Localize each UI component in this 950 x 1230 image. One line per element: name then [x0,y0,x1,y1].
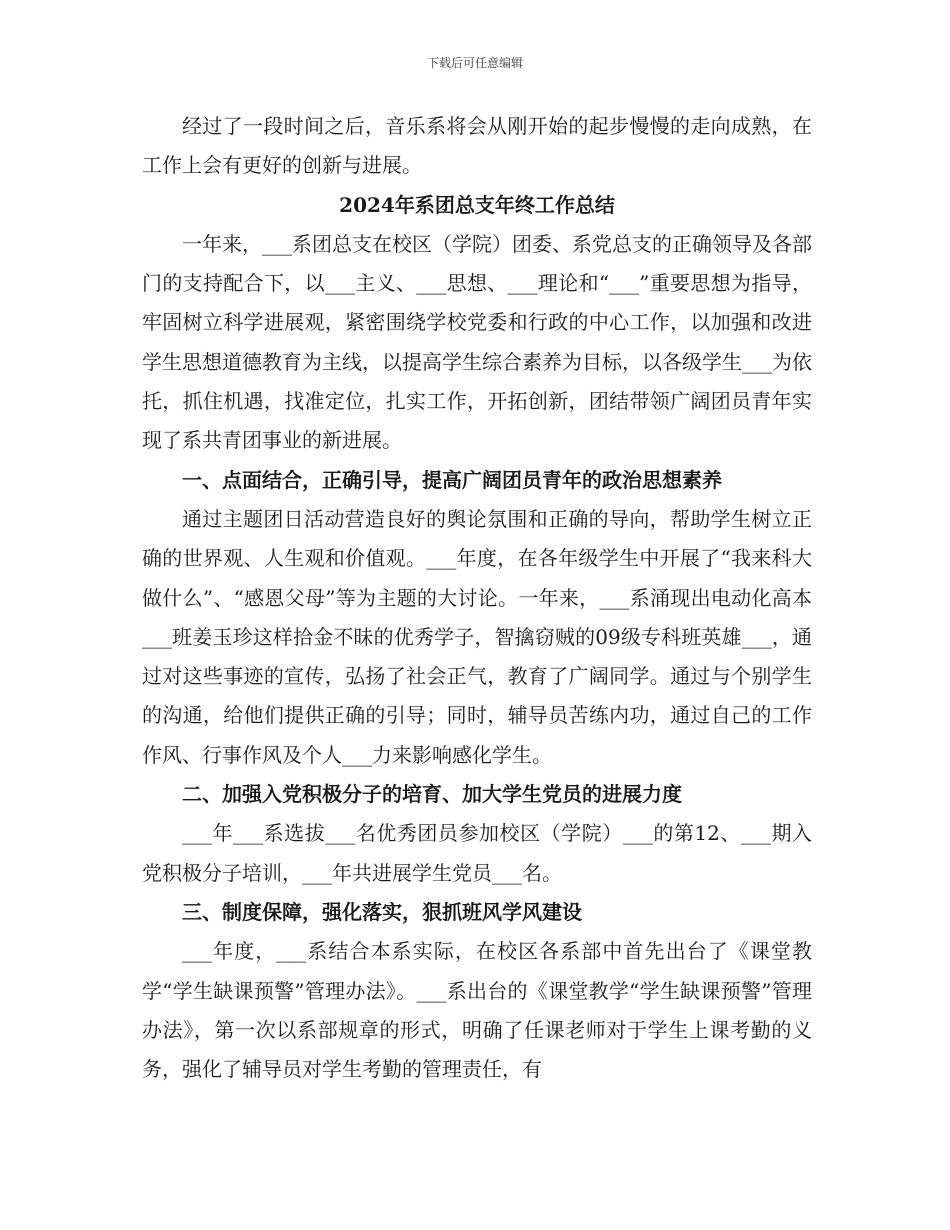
paragraph-section-2: ___年___系选拔___名优秀团员参加校区（学院）___的第12、___期入党积极分子培训，___年共进展学生党员___名。 [142,821,812,885]
section-heading-2: 二、加强入党积极分子的培育、加大学生党员的进展力度 [182,782,682,807]
paragraph-overview: 一年来，___系团总支在校区（学院）团委、系党总支的正确领导及各部门的支持配合下，以___主义、___思想、___理论和“___”重要思想为指导，牢固树立科学进展观，紧密围绕学校党委和行政的中心工作，以加强和改进学生思想道德教育为主线，以提高学生综合素养为目标，以各级学生___为依托，抓住机遇，找准定位，扎实工作，开拓创新，团结带领广阔团员青年实现了系共青团事业的新进展。 [142,231,812,453]
paragraph-intro-continuation: 经过了一段时间之后，音乐系将会从刚开始的起步慢慢的走向成熟，在工作上会有更好的创新与进展。 [142,114,812,178]
document-title: 2024年系团总支年终工作总结 [339,192,615,217]
document-body [142,107,812,1089]
section-heading-3: 三、制度保障，强化落实，狠抓班风学风建设 [182,899,582,924]
section-heading-1: 一、点面结合，正确引导，提高广阔团员青年的政治思想素养 [182,467,722,492]
paragraph-section-1: 通过主题团日活动营造良好的舆论氛围和正确的导向，帮助学生树立正确的世界观、人生观和价值观。___年度，在各年级学生中开展了“我来科大做什么”、“感恩父母”等为主题的大讨论。一年来，___系涌现出电动化高本___班姜玉珍这样拾金不昧的优秀学子，智擒窃贼的09级专科班英雄___，通过对这些事迹的宣传，弘扬了社会正气，教育了广阔同学。通过与个别学生的沟通，给他们提供正确的引导；同时，辅导员苦练内功，通过自己的工作作风、行事作风及个人___力来影响感化学生。 [142,506,812,767]
paragraph-section-3: ___年度，___系结合本系实际，在校区各系部中首先出台了《课堂教学“学生缺课预警”管理办法》。___系出台的《课堂教学“学生缺课预警”管理办法》，第一次以系部规章的形式，明确了任课老师对于学生上课考勤的义务，强化了辅导员对学生考勤的管理责任，有 [142,939,812,1082]
page-header-note: 下载后可任意编辑 [426,56,523,70]
